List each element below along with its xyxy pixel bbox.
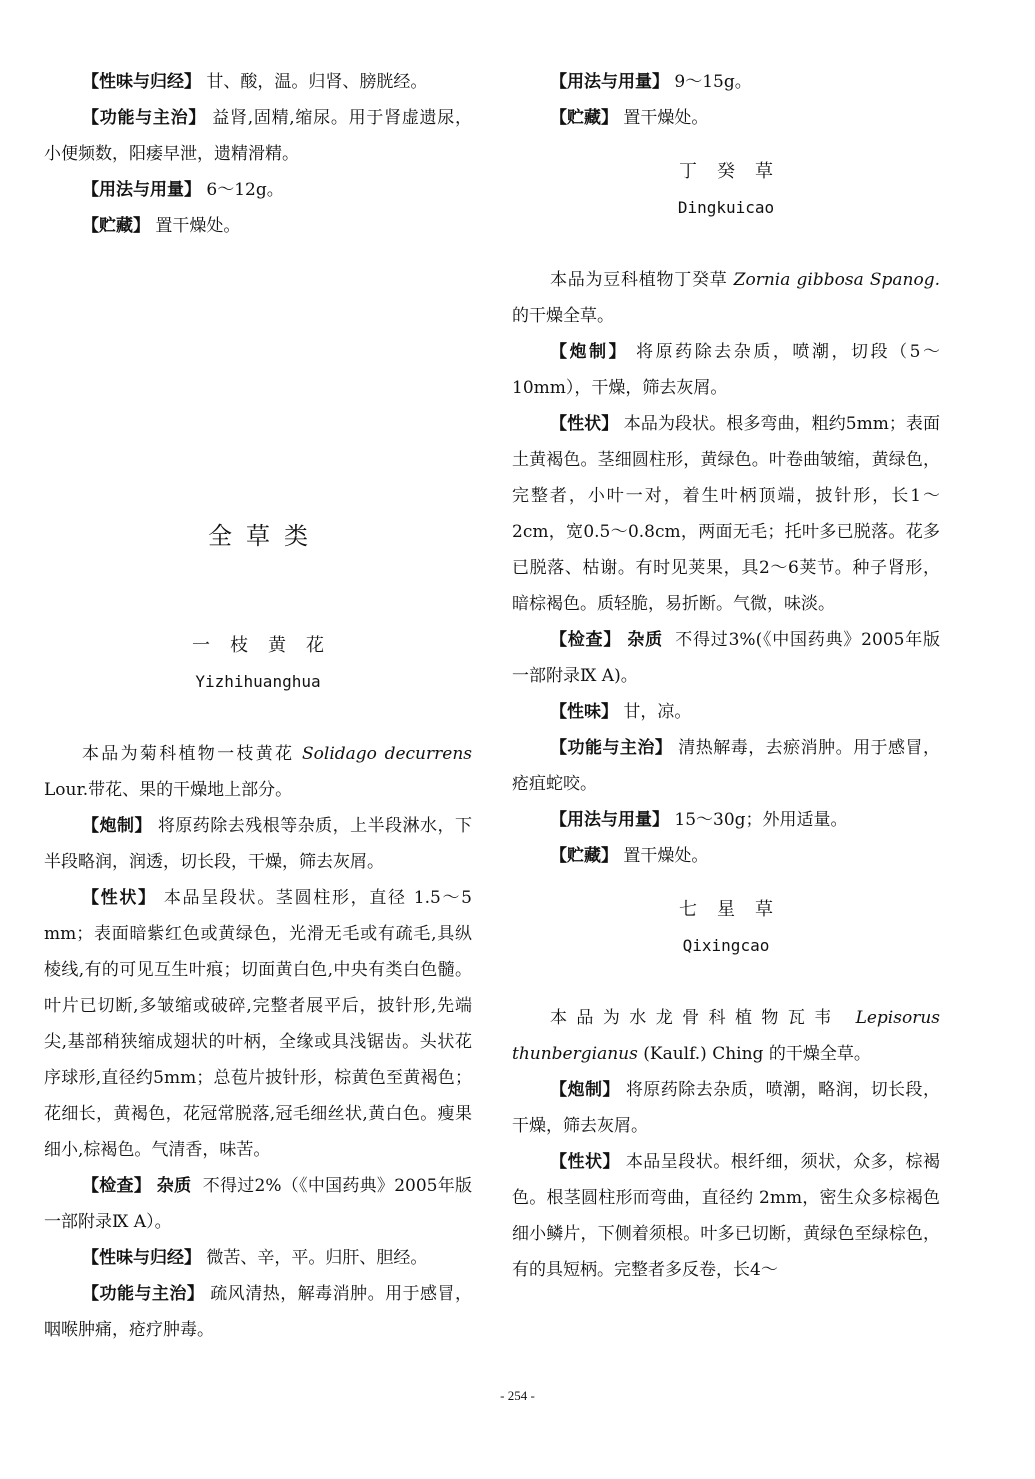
function-section: 【功能与主治】 益肾,固精,缩尿。用于肾虚遗尿，小便频数，阳痿早泄，遗精滑精。 xyxy=(44,108,473,164)
usage-section: 【用法与用量】 9～15g。 xyxy=(550,72,752,92)
function-section: 【功能与主治】 疏风清热，解毒消肿。用于感冒，咽喉肿痛，疮疗肿毒。 xyxy=(44,1284,473,1340)
right-column xyxy=(512,64,940,1288)
storage-section: 【贮藏】 置干燥处。 xyxy=(82,216,241,236)
page-number: - 254 - xyxy=(500,1388,535,1403)
description-section: 【性状】 本品为段状。根多弯曲，粗约5mm；表面土黄褐色。茎细圆柱形，黄绿色。叶卷曲皱缩，黄绿色，完整者，小叶一对，着生叶柄顶端，披针形，长1～2cm，宽0.5～0.8cm，两面无毛；托叶多已脱落。花多已脱落、枯谢。有时见荚果，具2～6荚节。种子肾形，暗棕褐色。质轻脆，易折断。气微，味淡。 xyxy=(512,414,941,614)
entry-pinyin: Qixingcao xyxy=(682,936,770,955)
entry-intro: 本品为菊科植物一枝黄花 Solidago decurrens Lour.带花、果的干燥地上部分。 xyxy=(44,744,472,800)
entry-title: 一枝黄花 xyxy=(192,635,344,656)
entry-title: 丁癸草 xyxy=(679,161,793,182)
function-section: 【功能与主治】 清热解毒，去瘀消肿。用于感冒，疮疽蛇咬。 xyxy=(512,738,941,794)
usage-section: 【用法与用量】 15～30g；外用适量。 xyxy=(550,810,848,830)
usage-section: 【用法与用量】 6～12g。 xyxy=(82,180,284,200)
entry-intro: 本品为豆科植物丁癸草 Zornia gibbosa Spanog. 的干燥全草。 xyxy=(512,270,940,326)
taste-section: 【性味与归经】 微苦、辛，平。归肝、胆经。 xyxy=(82,1248,428,1268)
inspection-section: 【检查】 杂质 不得过2%（《中国药典》2005年版一部附录Ⅸ A）。 xyxy=(44,1176,473,1232)
entry-pinyin: Yizhihuanghua xyxy=(195,672,321,691)
entry-pinyin: Dingkuicao xyxy=(677,198,775,217)
processing-section: 【炮制】 将原药除去残根等杂质，上半段淋水，下半段略润，润透，切长段，干燥，筛去灰屑。 xyxy=(44,816,473,872)
storage-section: 【贮藏】 置干燥处。 xyxy=(550,108,709,128)
storage-section: 【贮藏】 置干燥处。 xyxy=(550,846,709,866)
description-section: 【性状】 本品呈段状。茎圆柱形，直径 1.5～5 mm；表面暗紫红色或黄绿色，光滑无毛或有疏毛,具纵棱线,有的可见互生叶痕；切面黄白色,中央有类白色髓。叶片已切断,多皱缩或破碎,完整者展平后，披针形,先端尖,基部稍狭缩成翅状的叶柄，全缘或具浅锯齿。头状花序球形,直径约5mm；总苞片披针形，棕黄色至黄褐色；花细长，黄褐色，花冠常脱落,冠毛细丝状,黄白色。瘦果细小,棕褐色。气清香，味苦。 xyxy=(44,888,472,1160)
description-section: 【性状】 本品呈段状。根纤细，须状，众多，棕褐色。根茎圆柱形而弯曲，直径约 2mm，密生众多棕褐色细小鳞片，下侧着须根。叶多已切断，黄绿色至绿棕色，有的具短柄。完整者多反卷，长4～ xyxy=(512,1152,941,1280)
category-heading: 全草类 xyxy=(208,522,322,550)
entry-title: 七星草 xyxy=(679,899,793,920)
taste-section: 【性味】 甘，凉。 xyxy=(550,702,692,722)
left-column xyxy=(44,64,472,1348)
inspection-section: 【检查】 杂质 不得过3%(《中国药典》2005年版一部附录Ⅸ A)。 xyxy=(512,630,940,686)
taste-section: 【性味与归经】 甘、酸，温。归肾、膀胱经。 xyxy=(82,72,428,92)
processing-section: 【炮制】 将原药除去杂质，喷潮，切段（5～10mm），干燥，筛去灰屑。 xyxy=(512,342,940,398)
entry-intro: 本品为水龙骨科植物瓦韦 Lepisorus thunbergianus (Kaulf.) Ching 的干燥全草。 xyxy=(512,1008,941,1064)
processing-section: 【炮制】 将原药除去杂质，喷潮，略润，切长段，干燥，筛去灰屑。 xyxy=(512,1080,941,1136)
